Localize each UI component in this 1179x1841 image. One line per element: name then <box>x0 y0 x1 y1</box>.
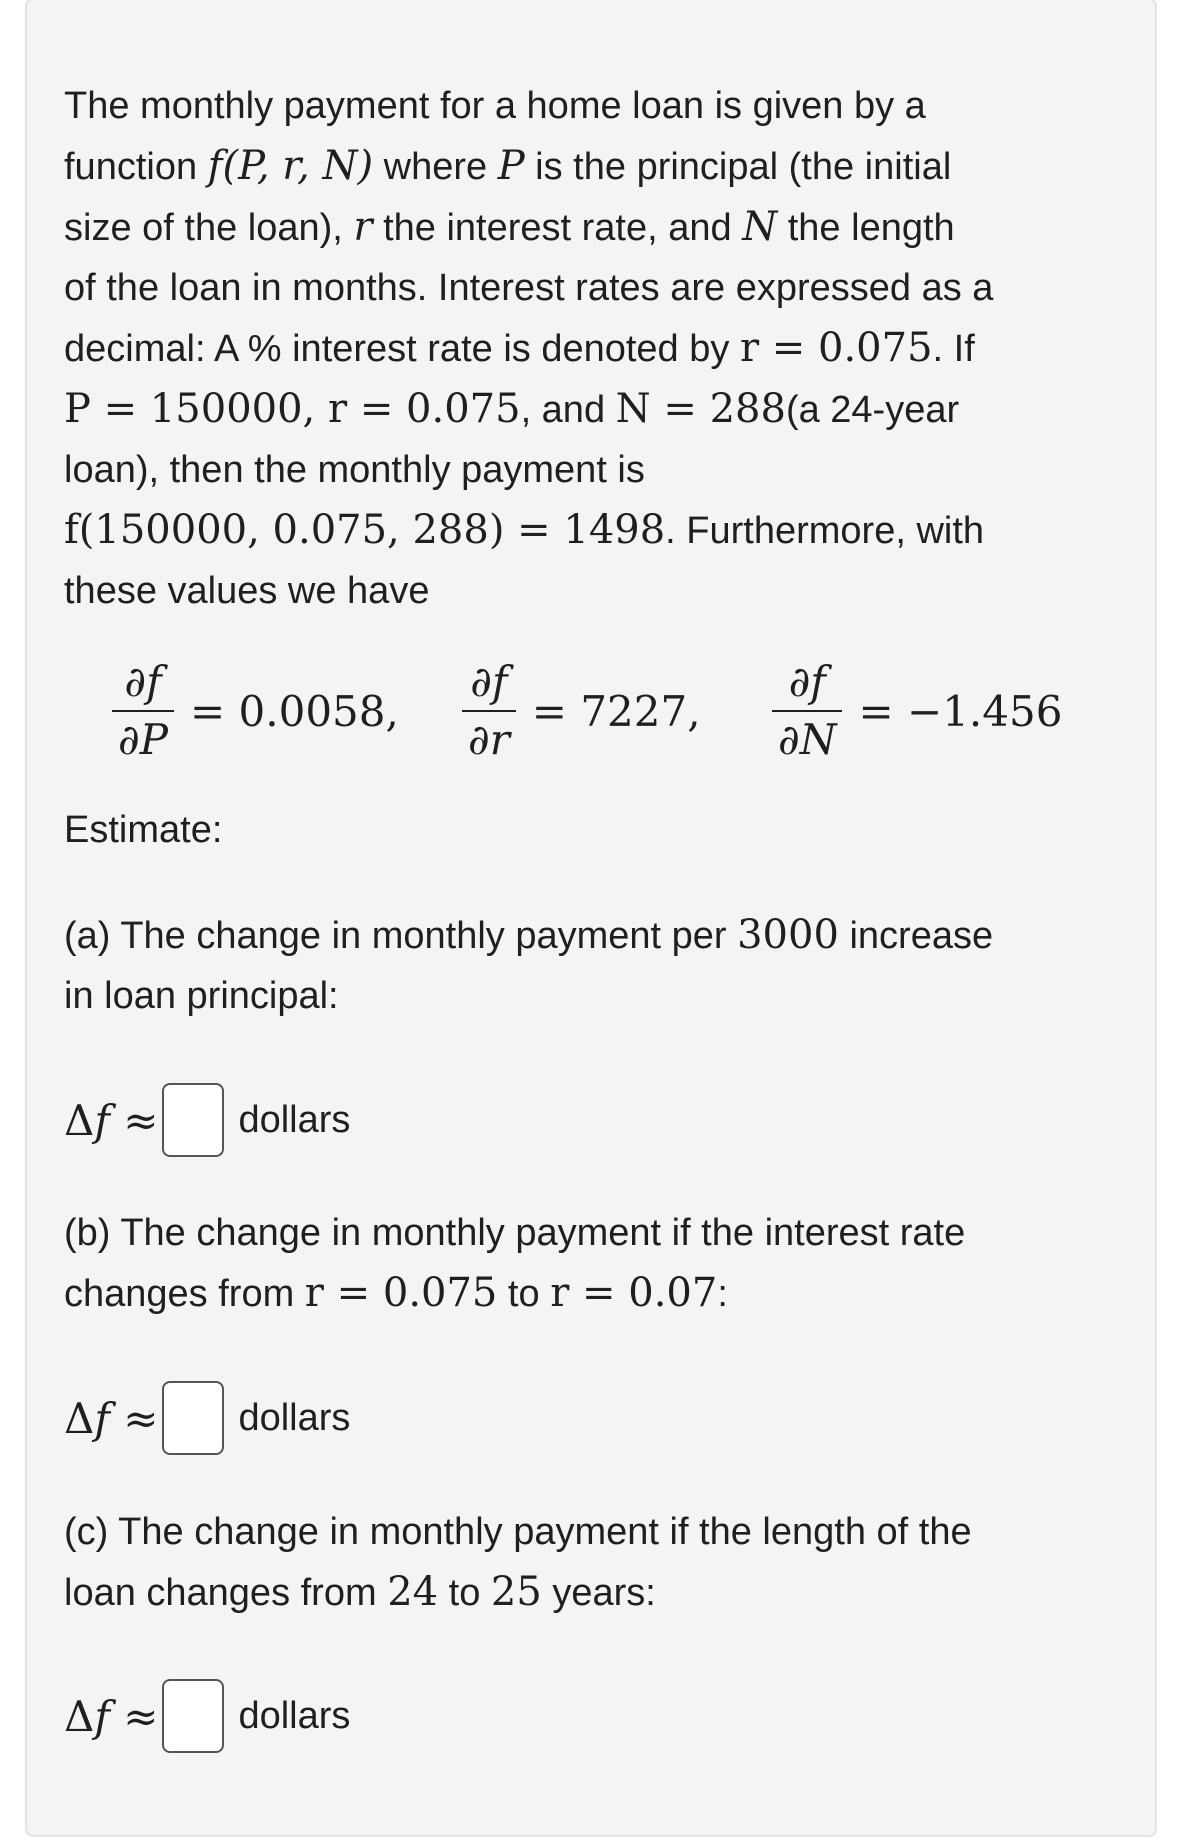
derivative-value: = −1.456 <box>858 686 1063 736</box>
math-number: 3000 <box>737 912 839 958</box>
intro-line-1 <box>64 76 1119 136</box>
fraction <box>458 658 520 764</box>
fraction-numerator: ∂f <box>788 657 826 706</box>
math-number: 25 <box>490 1569 542 1615</box>
question-text: increase <box>838 915 994 957</box>
fraction-denominator: ∂r <box>462 710 516 764</box>
intro-text: function <box>64 146 208 188</box>
fraction <box>108 658 178 764</box>
math-expression: r = 0.075 <box>739 325 933 371</box>
derivative-df-dn <box>768 656 1062 766</box>
intro-text: decimal: A % interest rate is denoted by <box>64 328 740 370</box>
intro-text: the interest rate, and <box>372 207 743 249</box>
intro-line-2 <box>64 136 1119 197</box>
part-a-answer-input[interactable] <box>162 1083 224 1157</box>
question-text: years: <box>541 1572 656 1614</box>
intro-text: . If <box>932 328 975 370</box>
intro-text: (a 24-year <box>785 389 960 431</box>
fraction-denominator: ∂N <box>772 710 842 764</box>
math-expression: f(150000, 0.075, 288) = 1498 <box>64 507 666 553</box>
intro-text: . Furthermore, with <box>665 510 985 552</box>
question-text: loan changes from <box>64 1572 388 1614</box>
function-symbol: f <box>94 1393 110 1443</box>
intro-text: size of the loan), <box>64 207 354 249</box>
intro-line-3 <box>64 197 1119 258</box>
derivative-value: = 7227, <box>531 686 701 736</box>
math-variable: N <box>742 204 778 250</box>
fraction-denominator: ∂P <box>112 710 174 764</box>
intro-line-6 <box>64 379 1119 440</box>
intro-text: loan), then the monthly payment is <box>64 449 645 491</box>
math-function: f(P, r, N) <box>207 143 374 189</box>
math-variable: P <box>497 143 525 189</box>
question-text: to <box>497 1273 551 1315</box>
function-symbol: f <box>94 1095 110 1145</box>
math-expression: r = 0.07 <box>550 1270 718 1316</box>
delta-symbol: Δ <box>64 1691 95 1741</box>
unit-label: dollars <box>238 1694 351 1737</box>
intro-text: , and <box>520 389 616 431</box>
delta-symbol: Δ <box>64 1393 95 1443</box>
intro-text: the length <box>777 207 955 249</box>
delta-f-approx <box>64 1692 158 1741</box>
delta-f-approx <box>64 1394 158 1443</box>
question-text: : <box>717 1273 728 1315</box>
math-expression: P = 150000, r = 0.075 <box>64 386 521 432</box>
fraction-numerator: ∂f <box>124 657 162 706</box>
math-variable: r <box>353 204 373 250</box>
intro-line-8 <box>64 500 1119 561</box>
part-b-answer-row <box>64 1378 350 1458</box>
approx-symbol: ≈ <box>109 1095 159 1145</box>
estimate-label: Estimate: <box>64 809 223 851</box>
approx-symbol: ≈ <box>109 1393 159 1443</box>
question-text: in loan principal: <box>64 975 339 1017</box>
problem-statement <box>64 76 1119 621</box>
question-text: (c) The change in monthly payment if the length of the <box>64 1511 972 1553</box>
intro-text: of the loan in months. Interest rates are expressed as a <box>64 267 994 309</box>
part-b-answer-input[interactable] <box>162 1381 224 1455</box>
question-text: (b) The change in monthly payment if the interest rate <box>64 1212 966 1254</box>
function-symbol: f <box>94 1691 110 1741</box>
fraction <box>768 658 846 764</box>
derivative-df-dp <box>108 656 399 766</box>
intro-text: where <box>373 146 498 188</box>
intro-line-5 <box>64 318 1119 379</box>
math-expression: r = 0.075 <box>304 1270 498 1316</box>
question-text: (a) The change in monthly payment per <box>64 915 738 957</box>
intro-line-7 <box>64 440 1119 500</box>
intro-text: is the principal (the initial <box>524 146 952 188</box>
derivative-df-dr <box>458 656 701 766</box>
derivative-value: = 0.0058, <box>189 686 399 736</box>
question-text: to <box>438 1572 491 1614</box>
part-c-answer-input[interactable] <box>162 1679 224 1753</box>
approx-symbol: ≈ <box>109 1691 159 1741</box>
part-c-answer-row <box>64 1676 350 1756</box>
unit-label: dollars <box>238 1396 351 1439</box>
intro-text: The monthly payment for a home loan is given by a <box>64 85 926 127</box>
part-c-question <box>64 1502 1119 1623</box>
partial-derivatives <box>48 656 1098 766</box>
math-number: 24 <box>387 1569 439 1615</box>
delta-f-approx <box>64 1096 158 1145</box>
part-a-answer-row <box>64 1080 350 1160</box>
delta-symbol: Δ <box>64 1095 95 1145</box>
part-b-question <box>64 1203 1119 1324</box>
part-a-question <box>64 905 1119 1026</box>
unit-label: dollars <box>238 1098 351 1141</box>
intro-text: these values we have <box>64 570 430 612</box>
intro-line-9 <box>64 561 1119 621</box>
fraction-numerator: ∂f <box>470 657 508 706</box>
math-expression: N = 288 <box>615 386 786 432</box>
intro-line-4 <box>64 258 1119 318</box>
question-text: changes from <box>64 1273 305 1315</box>
